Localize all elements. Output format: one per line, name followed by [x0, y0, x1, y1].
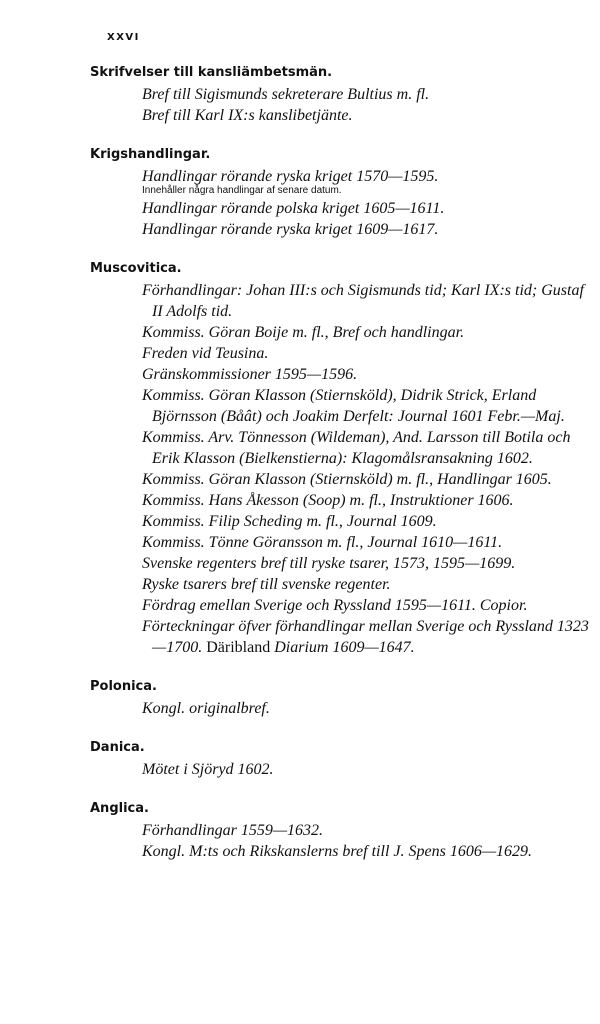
list-item — [100, 616, 590, 658]
entry-text: Förteckningar öfver förhandlingar mellan Sverige och Ryssland 1323—1700. — [142, 618, 589, 656]
entry-text-upright: Däribland — [202, 639, 275, 656]
list-item: Gränskommissioner 1595—1596. — [142, 366, 358, 383]
list-item: Kommiss. Filip Scheding m. fl., Journal 1609. — [142, 513, 437, 530]
list-item: Ryske tsarers bref till svenske regenter. — [142, 576, 391, 593]
list-item: Kommiss. Göran Boije m. fl., Bref och handlingar. — [142, 324, 465, 341]
list-item: Kommiss. Tönne Göransson m. fl., Journal 1610—1611. — [142, 534, 503, 551]
list-item: Bref till Karl IX:s kanslibetjänte. — [142, 107, 353, 124]
list-item: Fördrag emellan Sverige och Ryssland 1595—1611. Copior. — [142, 597, 528, 614]
section-heading: Skrifvelser till kansliämbetsmän. — [90, 65, 333, 80]
list-item: Handlingar rörande polska kriget 1605—1611. — [142, 200, 445, 217]
section-heading: Anglica. — [90, 801, 149, 816]
page-number: XXVI — [107, 32, 140, 43]
list-item: Mötet i Sjöryd 1602. — [142, 761, 274, 778]
section-heading: Polonica. — [90, 679, 157, 694]
section-heading: Krigshandlingar. — [90, 147, 211, 162]
section-krigshandlingar — [90, 146, 590, 240]
list-item: Kommiss. Hans Åkesson (Soop) m. fl., Instruktioner 1606. — [142, 492, 514, 509]
list-item: Handlingar rörande ryska kriget 1570—1595. — [142, 168, 439, 185]
list-item: Kommiss. Göran Klasson (Stiernsköld), Didrik Strick, Erland Björnsson (Båât) och Joakim Derfelt: Journal 1601 Febr.—Maj. — [142, 387, 565, 425]
section-heading: Danica. — [90, 740, 145, 755]
list-item: Handlingar rörande ryska kriget 1609—1617. — [142, 221, 439, 238]
list-item: Förhandlingar 1559—1632. — [142, 822, 324, 839]
archive-list — [90, 64, 590, 882]
list-item: Kommiss. Göran Klasson (Stiernsköld) m. fl., Handlingar 1605. — [142, 471, 552, 488]
section-danica — [90, 739, 590, 780]
section-skrifvelser — [90, 64, 590, 126]
list-item: Kommiss. Arv. Tönnesson (Wildeman), And. Larsson till Botila och Erik Klasson (Bielkenstierna): Klagomålsransakning 1602. — [142, 429, 571, 467]
entry-note: Innehåller några handlingar af senare datum. — [142, 185, 342, 196]
section-muscovitica — [90, 260, 590, 658]
section-polonica — [90, 678, 590, 719]
list-item: Freden vid Teusina. — [142, 345, 269, 362]
list-item: Kongl. originalbref. — [142, 700, 270, 717]
section-anglica — [90, 800, 590, 862]
section-heading: Muscovitica. — [90, 261, 182, 276]
list-item: Kongl. M:ts och Rikskanslerns bref till J. Spens 1606—1629. — [142, 843, 533, 860]
list-item: Förhandlingar: Johan III:s och Sigismunds tid; Karl IX:s tid; Gustaf II Adolfs tid. — [142, 282, 584, 320]
list-item: Svenske regenters bref till ryske tsarer, 1573, 1595—1699. — [142, 555, 516, 572]
entry-text: Diarium 1609—1647. — [274, 639, 415, 656]
list-item: Bref till Sigismunds sekreterare Bultius m. fl. — [142, 86, 430, 103]
